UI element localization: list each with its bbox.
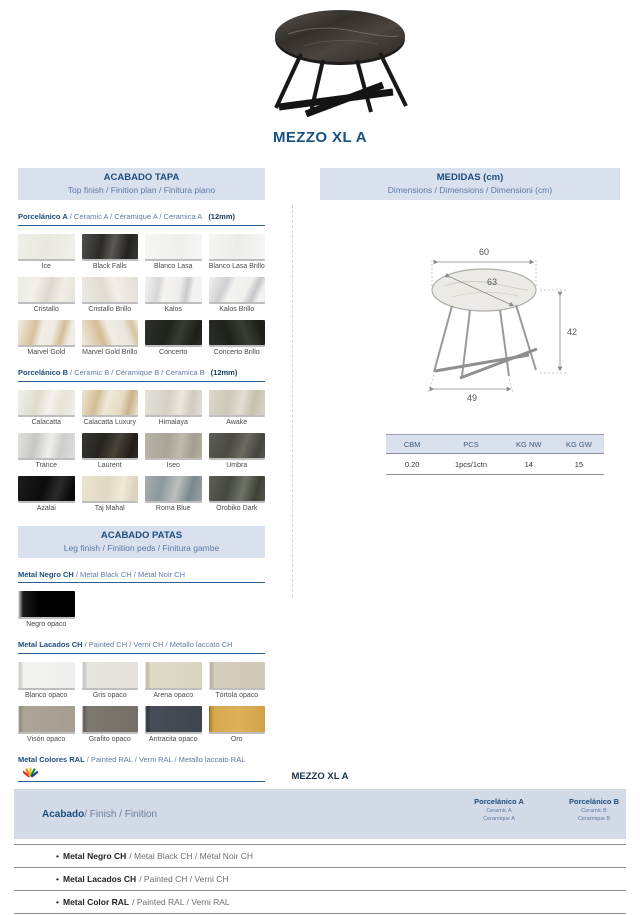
finish-swatch [18, 706, 75, 743]
dimensions-header [320, 168, 620, 200]
product-photo-table [243, 6, 439, 120]
finishes-column [18, 168, 265, 827]
swatch-label: Kalos Brillo [219, 305, 255, 313]
finish-swatch [82, 277, 139, 313]
swatch-chip [145, 706, 202, 732]
porcelanico-b-swatches [18, 390, 265, 512]
col-cbm: CBM [386, 435, 438, 453]
swatch-label: Kalos [164, 305, 182, 313]
finish-swatch [82, 320, 139, 356]
metal-negro-title: Metal Negro CH / Metal Black CH / Métal Noir CH [18, 570, 265, 584]
finish-translations: / Metal Black CH / Métal Noir CH [129, 851, 254, 861]
dim-base-width: 49 [466, 393, 478, 403]
finish-swatch [209, 234, 266, 270]
finish-swatch [209, 433, 266, 469]
swatch-chip [209, 234, 266, 259]
swatch-chip [18, 390, 75, 415]
col-kg-nw: KG NW [504, 435, 554, 453]
finish-swatch [18, 234, 75, 270]
swatch-chip [18, 320, 75, 345]
metal-lacados-swatches [18, 662, 265, 743]
swatch-label: Visón opaco [27, 736, 66, 743]
swatch-chip [18, 706, 75, 732]
finish-swatch [145, 390, 202, 426]
packing-table-header [386, 435, 604, 454]
swatch-label: Blanco Lasa Brillo [208, 262, 265, 270]
swatch-label: Umbra [226, 461, 248, 469]
kg-gw-value: 15 [554, 454, 604, 474]
swatch-chip [209, 320, 266, 345]
swatch-label: Himalaya [158, 418, 188, 426]
dim-diameter: 63 [486, 277, 498, 287]
finish-swatch [145, 433, 202, 469]
leg-finish-title: ACABADO PATAS [100, 529, 183, 541]
swatch-chip [82, 476, 139, 501]
finish-table-header [14, 789, 626, 839]
swatch-label: Cristallo [33, 305, 59, 313]
leg-finish-subtitle: Leg finish / Finition peds / Finitura gambe [63, 542, 220, 553]
swatch-label: Ice [41, 262, 51, 270]
pcs-value: 1pcs/1ctn [438, 454, 503, 474]
swatch-chip [145, 320, 202, 345]
swatch-label: Cristallo Brillo [88, 305, 132, 313]
finish-name: Metal Negro CH [62, 851, 127, 861]
finish-swatch [82, 390, 139, 426]
swatch-chip [82, 320, 139, 345]
finish-name: Metal Lacados CH [62, 874, 137, 884]
swatch-label: Tórtola opaco [215, 692, 259, 699]
finish-translations: / Painted CH / Verni CH [139, 874, 229, 884]
finish-swatch [82, 706, 139, 743]
swatch-label: Marvel Gold [27, 348, 66, 356]
finish-table-row [14, 845, 626, 868]
swatch-label: Taj Mahal [94, 504, 125, 512]
swatch-label: Marvel Gold Brillo [82, 348, 138, 356]
swatch-label: Arena opaco [153, 692, 194, 699]
dimensions-title: MEDIDAS (cm) [436, 172, 504, 183]
swatch-label: Oro [230, 736, 243, 743]
col-kg-gw: KG GW [554, 435, 604, 453]
finish-swatch [18, 433, 75, 469]
bottom-section-title: MEZZO XL A [291, 771, 349, 782]
dimension-diagram [396, 242, 591, 404]
swatch-chip [18, 476, 75, 501]
finish-swatch [145, 706, 202, 743]
leg-finish-header [18, 526, 265, 558]
finish-swatch [209, 662, 266, 699]
finish-swatch [209, 706, 266, 743]
finish-swatch [145, 476, 202, 512]
finish-availability-table [14, 789, 626, 914]
swatch-chip [18, 662, 75, 688]
metal-ral-title: Metal Colores RAL / Painted RAL / Verni RAL / Metallo laccato RAL [18, 755, 265, 782]
swatch-chip [209, 390, 266, 415]
finish-table-rows [14, 844, 626, 914]
swatch-label: Awake [226, 418, 248, 426]
cbm-value: 0.20 [386, 454, 438, 474]
porcelanico-b-title: Porcelánico B / Ceramic B / Céramique B / Ceramica B (12mm) [18, 368, 265, 382]
swatch-chip [82, 433, 139, 458]
swatch-chip [145, 662, 202, 688]
col-porcelanico-b: Porcelánico B Ceramic B Ceramique B [568, 797, 620, 822]
finish-table-header-left: Acabado / Finish / Finition [42, 808, 158, 820]
finish-swatch [145, 662, 202, 699]
finish-swatch [82, 433, 139, 469]
porcelanico-a-swatches [18, 234, 265, 356]
swatch-chip [82, 277, 139, 302]
dimensions-subtitle: Dimensions / Dimensions / Dimensioni (cm) [387, 185, 553, 195]
porcelanico-a-title: Porcelánico A / Ceramic A / Céramique A / Ceramica A (12mm) [18, 212, 265, 226]
swatch-chip [18, 591, 75, 617]
finish-swatch [145, 234, 202, 270]
finish-table-row [14, 891, 626, 914]
swatch-chip [145, 234, 202, 259]
swatch-label: Iseo [166, 461, 180, 469]
swatch-chip [145, 390, 202, 415]
swatch-label: Trance [35, 461, 58, 469]
swatch-chip [82, 662, 139, 688]
top-finish-title: ACABADO TAPA [103, 172, 180, 183]
col-pcs: PCS [438, 435, 503, 453]
bullet: • [56, 874, 59, 884]
swatch-label: Grafito opaco [88, 736, 131, 743]
swatch-chip [18, 277, 75, 302]
dimensions-column [320, 168, 620, 475]
dim-top-width: 60 [478, 247, 490, 257]
swatch-chip [82, 390, 139, 415]
top-finish-header [18, 168, 265, 200]
swatch-label: Blanco Lasa [153, 262, 193, 270]
finish-swatch [82, 476, 139, 512]
finish-swatch [82, 234, 139, 270]
swatch-chip [209, 662, 266, 688]
swatch-label: Laurent [97, 461, 122, 469]
swatch-label: Black Falls [92, 262, 127, 270]
swatch-chip [18, 433, 75, 458]
swatch-label: Gris opaco [92, 692, 127, 699]
top-finish-subtitle: Top finish / Finition plan / Finitura piano [67, 185, 216, 195]
finish-translations: / Painted RAL / Verni RAL [132, 897, 230, 907]
swatch-chip [209, 706, 266, 732]
metal-lacados-title: Metal Lacados CH / Painted CH / Verni CH / Metallo laccato CH [18, 640, 265, 654]
dim-height: 42 [567, 327, 578, 337]
swatch-label: Calacatta Luxury [83, 418, 137, 426]
finish-table-row [14, 868, 626, 891]
swatch-chip [145, 476, 202, 501]
finish-swatch [18, 390, 75, 426]
finish-name: Metal Color RAL [62, 897, 130, 907]
col-porcelanico-a: Porcelánico A Ceramic A Ceramique A [474, 797, 524, 822]
finish-swatch [18, 476, 75, 512]
kg-nw-value: 14 [504, 454, 554, 474]
swatch-label: Negro opaco [26, 621, 67, 629]
column-divider [292, 205, 293, 597]
swatch-chip [145, 433, 202, 458]
swatch-chip [145, 277, 202, 302]
finish-swatch [82, 662, 139, 699]
finish-swatch [18, 320, 75, 356]
swatch-label: Concerto [159, 348, 188, 356]
swatch-label: Antracita opaco [148, 736, 198, 743]
finish-swatch [145, 277, 202, 313]
packing-table [386, 434, 604, 475]
swatch-label: Roma Blue [155, 504, 191, 512]
packing-table-row [386, 454, 604, 475]
swatch-chip [209, 433, 266, 458]
swatch-chip [18, 234, 75, 259]
finish-swatch [209, 476, 266, 512]
finish-swatch [209, 390, 266, 426]
bullet: • [56, 851, 59, 861]
finish-swatch [209, 277, 266, 313]
finish-swatch [18, 277, 75, 313]
finish-swatch [18, 662, 75, 699]
swatch-label: Orobiko Dark [216, 504, 258, 512]
swatch-chip [82, 234, 139, 259]
finish-swatch [18, 591, 75, 628]
metal-negro-swatches [18, 591, 265, 628]
swatch-chip [82, 706, 139, 732]
page-title: MEZZO XL A [273, 129, 367, 146]
swatch-label: Azalai [36, 504, 56, 512]
swatch-label: Calacatta [31, 418, 62, 426]
finish-swatch [209, 320, 266, 356]
swatch-label: Concerto Brillo [213, 348, 260, 356]
swatch-chip [209, 476, 266, 501]
bullet: • [56, 897, 59, 907]
swatch-label: Blanco opaco [25, 692, 68, 699]
finish-swatch [145, 320, 202, 356]
swatch-chip [209, 277, 266, 302]
